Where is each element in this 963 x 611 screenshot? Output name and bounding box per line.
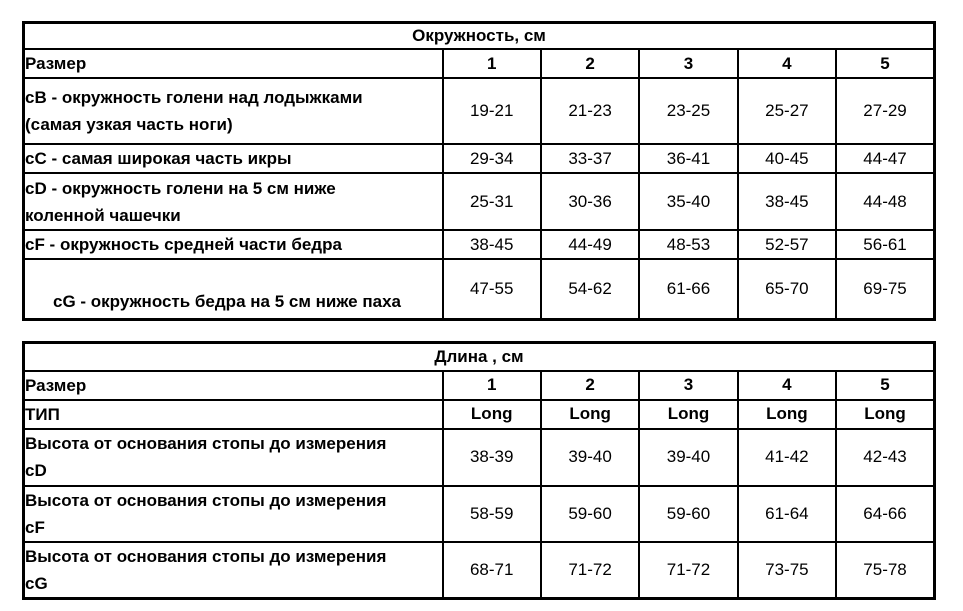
label-line: Высота от основания стопы до измерения xyxy=(25,434,387,453)
table-cell: 61-66 xyxy=(639,259,737,319)
table-cell: 38-39 xyxy=(443,429,541,486)
table-cell: 27-29 xyxy=(836,78,934,144)
row-label xyxy=(24,144,443,173)
row-label xyxy=(24,78,443,144)
table-cell: 38-45 xyxy=(738,173,836,230)
size-header-1: 1 xyxy=(443,49,541,78)
table-cell: 48-53 xyxy=(639,230,737,259)
size-header-label: Размер xyxy=(24,49,443,78)
table-cell: 59-60 xyxy=(541,486,639,542)
label-line: коленной чашечки xyxy=(25,205,181,225)
table-cell: 69-75 xyxy=(836,259,934,319)
row-label xyxy=(24,259,443,319)
label-line: cC - самая широкая часть икры xyxy=(25,149,292,168)
table-cell: 44-48 xyxy=(836,173,934,230)
size-header-2: 2 xyxy=(541,49,639,78)
table-cell: 71-72 xyxy=(639,542,737,599)
type-header-label: ТИП xyxy=(24,400,443,429)
table-cell: 56-61 xyxy=(836,230,934,259)
label-line: cD xyxy=(25,461,47,480)
table-cell: 39-40 xyxy=(541,429,639,486)
table-cell: 40-45 xyxy=(738,144,836,173)
table-cell: 65-70 xyxy=(738,259,836,319)
table-cell: 30-36 xyxy=(541,173,639,230)
table-cell: 54-62 xyxy=(541,259,639,319)
label-line: cF xyxy=(25,517,45,537)
size-header-4: 4 xyxy=(738,49,836,78)
table-cell: 33-37 xyxy=(541,144,639,173)
type-cell: Long xyxy=(443,400,541,429)
table-row xyxy=(24,429,935,486)
length-title: Длина , см xyxy=(24,343,935,371)
table-cell: 19-21 xyxy=(443,78,541,144)
size-header-3: 3 xyxy=(639,371,737,400)
circumference-table xyxy=(22,21,936,321)
table-row xyxy=(24,259,935,319)
type-cell: Long xyxy=(738,400,836,429)
label-line: Высота от основания стопы до измерения xyxy=(25,490,387,510)
table-cell: 29-34 xyxy=(443,144,541,173)
table-cell: 23-25 xyxy=(639,78,737,144)
size-header-5: 5 xyxy=(836,49,934,78)
table-cell: 59-60 xyxy=(639,486,737,542)
table-cell: 36-41 xyxy=(639,144,737,173)
table-cell: 38-45 xyxy=(443,230,541,259)
table-cell: 35-40 xyxy=(639,173,737,230)
table-row xyxy=(24,542,935,599)
label-line: cG xyxy=(25,573,48,593)
length-table xyxy=(22,341,936,600)
type-cell: Long xyxy=(639,400,737,429)
size-header-5: 5 xyxy=(836,371,934,400)
table-cell: 61-64 xyxy=(738,486,836,542)
circumference-title: Окружность, см xyxy=(24,23,935,50)
label-line: cD - окружность голени на 5 см ниже xyxy=(25,178,336,198)
table-row xyxy=(24,173,935,230)
table-row xyxy=(24,486,935,542)
table-cell: 21-23 xyxy=(541,78,639,144)
row-label xyxy=(24,542,443,599)
table-row xyxy=(24,144,935,173)
label-line: cG - окружность бедра на 5 см ниже паха xyxy=(53,291,401,311)
label-line: (самая узкая часть ноги) xyxy=(25,115,233,134)
table-cell: 58-59 xyxy=(443,486,541,542)
table-cell: 39-40 xyxy=(639,429,737,486)
label-line: Высота от основания стопы до измерения xyxy=(25,546,387,566)
row-label xyxy=(24,230,443,259)
label-line: cF - окружность средней части бедра xyxy=(25,235,342,254)
table-row xyxy=(24,78,935,144)
table-cell: 25-27 xyxy=(738,78,836,144)
size-header-label: Размер xyxy=(24,371,443,400)
table-cell: 75-78 xyxy=(836,542,934,599)
size-header-1: 1 xyxy=(443,371,541,400)
table-cell: 44-49 xyxy=(541,230,639,259)
type-cell: Long xyxy=(541,400,639,429)
table-cell: 42-43 xyxy=(836,429,934,486)
label-line: cB - окружность голени над лодыжками xyxy=(25,88,363,107)
table-cell: 71-72 xyxy=(541,542,639,599)
size-header-4: 4 xyxy=(738,371,836,400)
size-header-2: 2 xyxy=(541,371,639,400)
table-cell: 25-31 xyxy=(443,173,541,230)
size-header-3: 3 xyxy=(639,49,737,78)
table-cell: 73-75 xyxy=(738,542,836,599)
row-label xyxy=(24,173,443,230)
row-label xyxy=(24,486,443,542)
table-cell: 47-55 xyxy=(443,259,541,319)
row-label xyxy=(24,429,443,486)
table-cell: 52-57 xyxy=(738,230,836,259)
table-cell: 68-71 xyxy=(443,542,541,599)
table-cell: 64-66 xyxy=(836,486,934,542)
table-cell: 41-42 xyxy=(738,429,836,486)
table-cell: 44-47 xyxy=(836,144,934,173)
table-row xyxy=(24,230,935,259)
type-cell: Long xyxy=(836,400,934,429)
